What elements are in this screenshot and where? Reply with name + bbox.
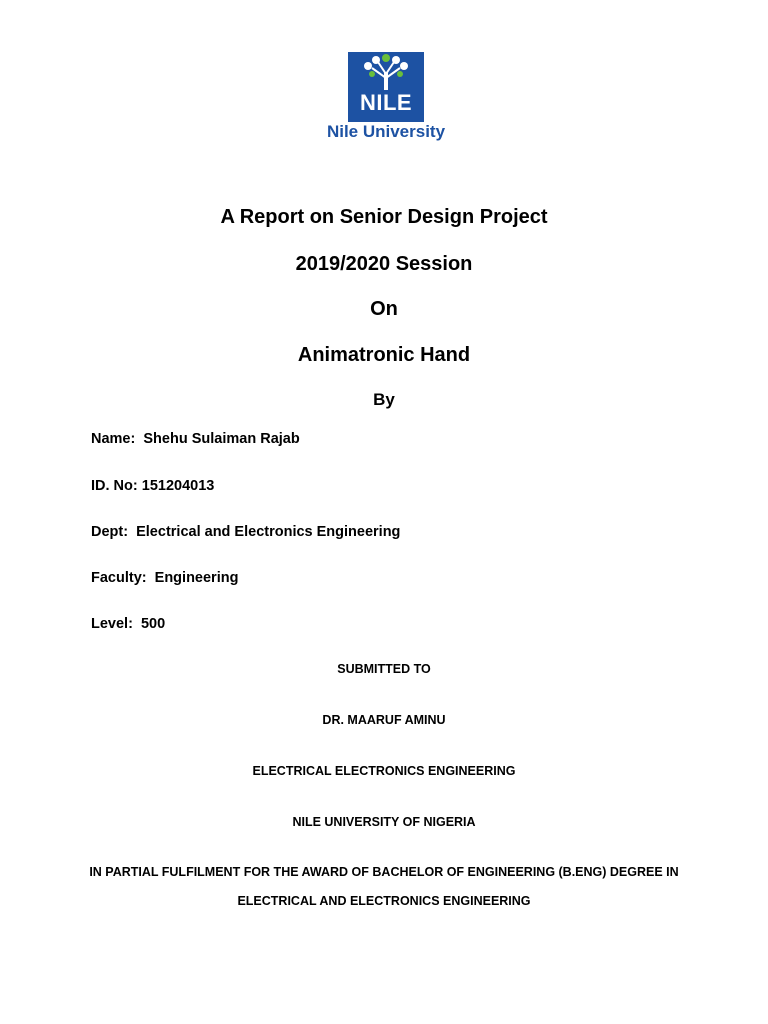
supervisor-name: DR. MAARUF AMINU [322,713,446,727]
report-title: A Report on Senior Design Project [220,206,548,228]
title-by: By [373,390,395,409]
dept-value: Electrical and Electronics Engineering [136,524,401,540]
faculty-value: Engineering [154,570,239,586]
tree-of-people-icon [348,52,424,92]
name-label: Name: [91,431,144,447]
university-logo [348,52,424,122]
faculty-field [91,570,238,586]
logo-mark-text: NILE [359,90,413,115]
id-label: ID. No: [91,478,142,494]
title-on: On [370,298,398,320]
id-value: 151204013 [141,478,215,494]
department-field [91,524,400,540]
purpose-line-2: ELECTRICAL AND ELECTRONICS ENGINEERING [237,894,531,908]
submitted-to: SUBMITTED TO [337,662,431,676]
student-id-field [91,478,214,494]
department-name: ELECTRICAL ELECTRONICS ENGINEERING [252,764,516,778]
purpose-line-1: IN PARTIAL FULFILMENT FOR THE AWARD OF BACHELOR OF ENGINEERING (B.ENG) DEGREE IN [89,865,679,879]
student-name-field [91,431,300,447]
session: 2019/2020 Session [295,253,473,275]
level-value: 500 [140,616,166,632]
level-field [91,616,165,632]
dept-label: Dept: [91,524,137,540]
name-value: Shehu Sulaiman Rajab [143,431,300,447]
level-label: Level: [91,616,141,632]
institution-name: NILE UNIVERSITY OF NIGERIA [292,815,476,829]
faculty-label: Faculty: [91,570,155,586]
university-name: Nile University [326,122,446,141]
project-name: Animatronic Hand [297,344,471,366]
